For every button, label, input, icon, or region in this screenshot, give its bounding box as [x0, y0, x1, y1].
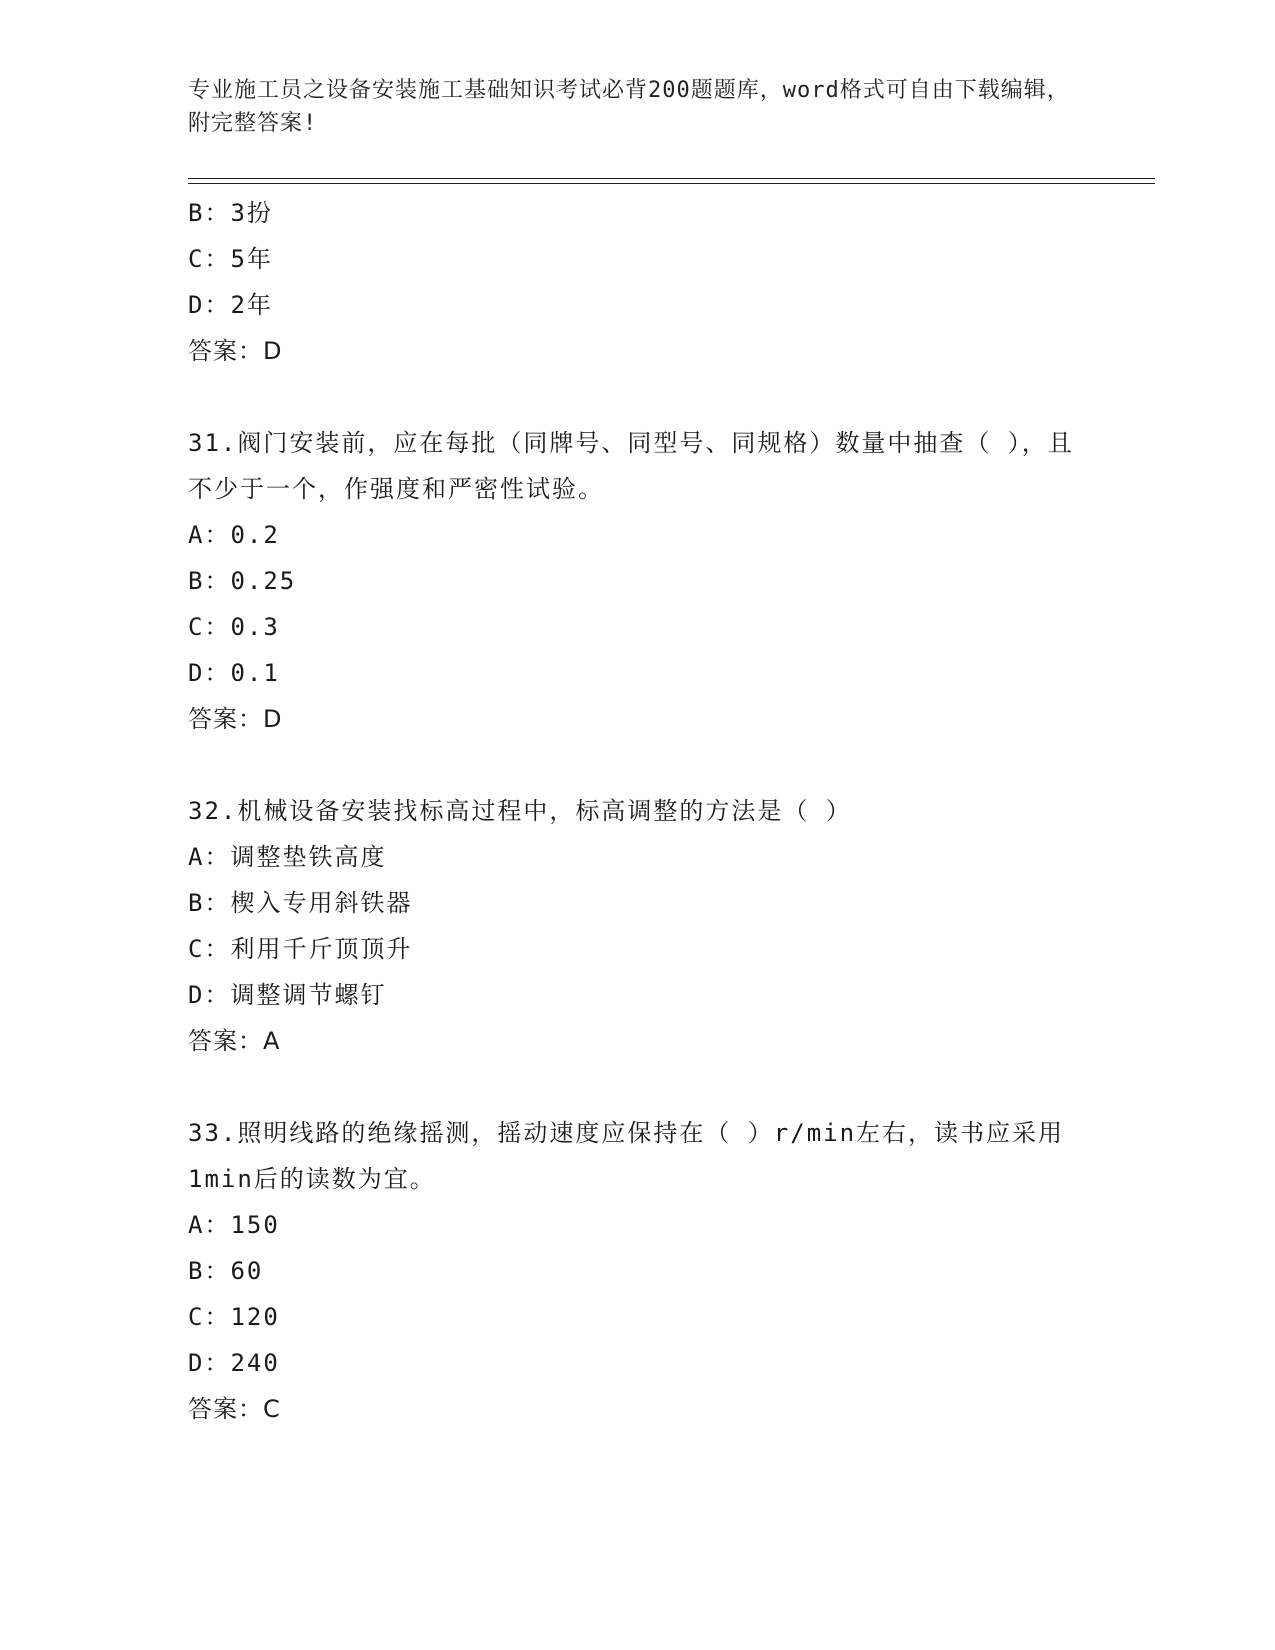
previous-question-tail — [188, 190, 1088, 374]
question-text: 33.照明线路的绝缘摇测，摇动速度应保持在（ ）r/min左右，读书应采用1min后的读数为宜。 — [188, 1119, 1065, 1193]
answer-line: 答案：D — [188, 337, 283, 365]
question-text: 32.机械设备安装找标高过程中，标高调整的方法是（ ） — [188, 797, 852, 825]
option-d: D：调整调节螺钉 — [188, 981, 387, 1009]
answer-line: 答案：D — [188, 705, 283, 733]
option-c: C：120 — [188, 1303, 280, 1331]
option-c: C：5年 — [188, 245, 273, 273]
question-32 — [188, 788, 1088, 1064]
spacer — [188, 742, 1088, 788]
spacer — [188, 1064, 1088, 1110]
option-b: B：60 — [188, 1257, 264, 1285]
question-33 — [188, 1110, 1088, 1432]
option-a: A：150 — [188, 1211, 280, 1239]
option-a: A：调整垫铁高度 — [188, 843, 387, 871]
document-header-title: 专业施工员之设备安装施工基础知识考试必背200题题库，word格式可自由下载编辑，附完整答案! — [188, 78, 1070, 136]
header-divider-bottom — [188, 183, 1155, 184]
answer-line: 答案：A — [188, 1027, 281, 1055]
option-a: A：0.2 — [188, 521, 280, 549]
option-d: D：2年 — [188, 291, 273, 319]
option-b: B：0.25 — [188, 567, 297, 595]
answer-line: 答案：C — [188, 1395, 281, 1423]
option-d: D：240 — [188, 1349, 280, 1377]
option-d: D：0.1 — [188, 659, 280, 687]
question-list — [188, 190, 1088, 1432]
spacer — [188, 374, 1088, 420]
header-divider-top — [188, 178, 1155, 179]
option-b: B：楔入专用斜铁器 — [188, 889, 413, 917]
option-c: C：利用千斤顶顶升 — [188, 935, 413, 963]
question-31 — [188, 420, 1088, 742]
question-text: 31.阀门安装前，应在每批（同牌号、同型号、同规格）数量中抽查（ ），且不少于一个，作强度和严密性试验。 — [188, 429, 1074, 503]
option-b: B：3扮 — [188, 199, 273, 227]
option-c: C：0.3 — [188, 613, 280, 641]
